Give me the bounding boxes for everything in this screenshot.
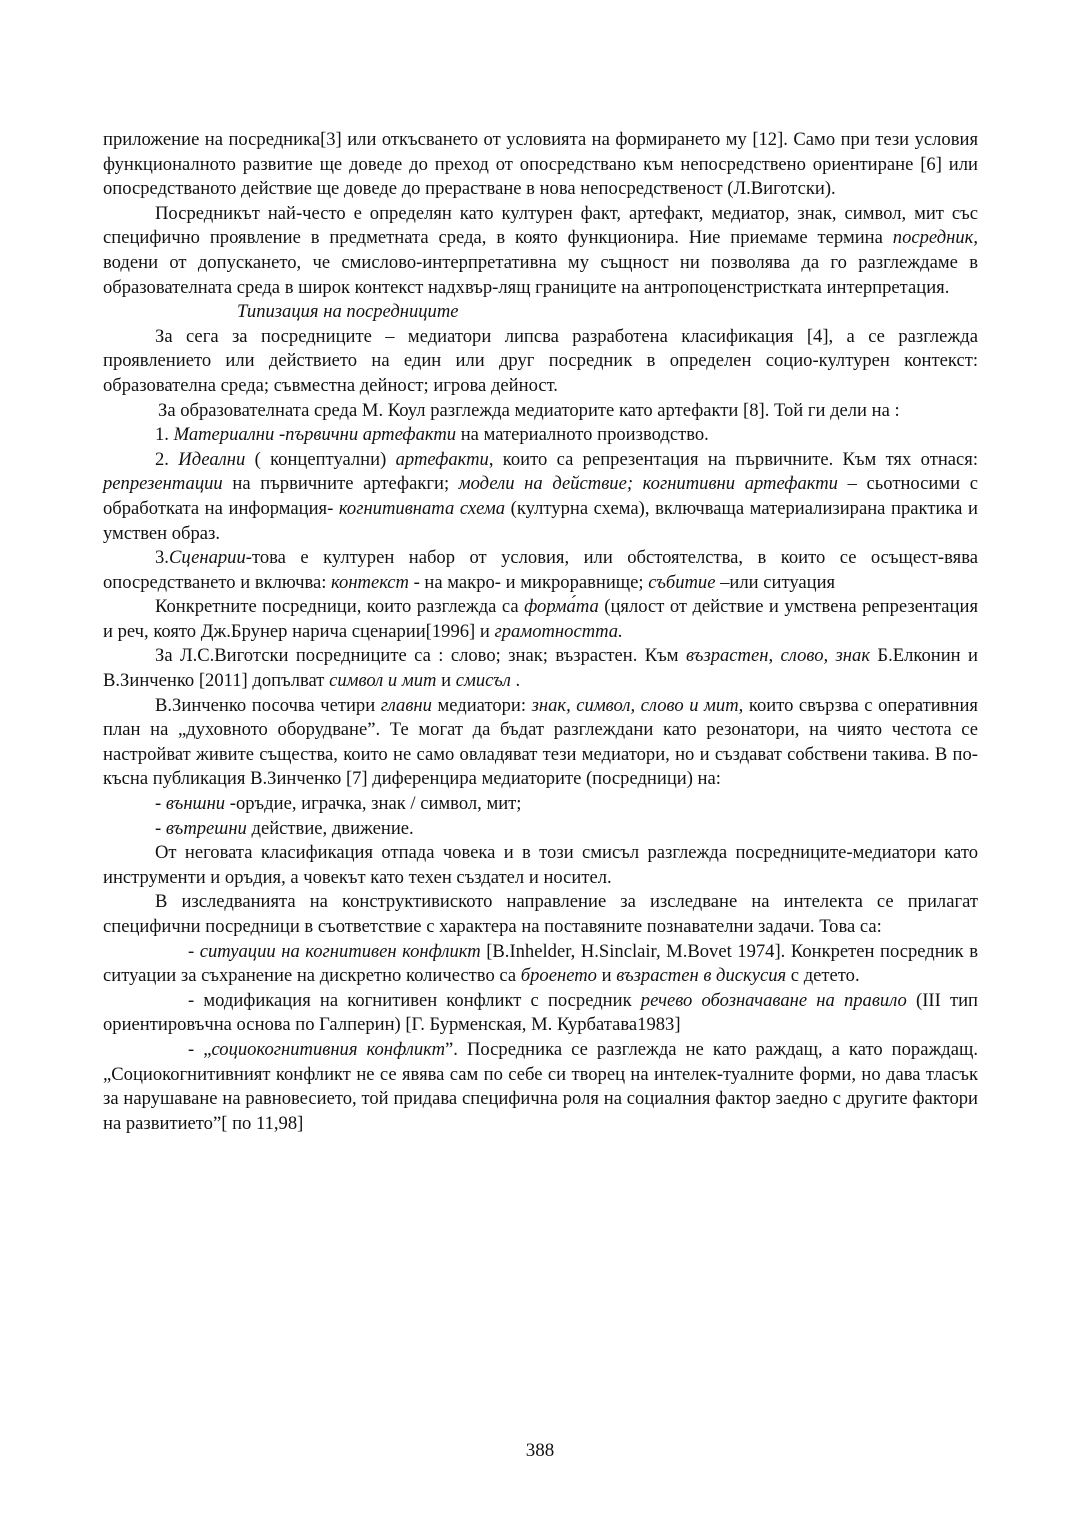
paragraph-5: Конкретните посредници, които разглежда са форма́та (цялост от действие и умствена репрезентация и реч, която Дж.Брунер нарича сценарии[1996] и грамотността. [103,596,978,642]
paragraph-3: За сега за посредниците – медиатори липсва разработена класификация [4], а се разглежда проявлението или действието на един или друг посредник в определен социо-културен контекст: образователна среда; съвместна дейност; игрова дейност. [103,325,978,396]
list-item-3: 3.Сценарии-това е културен набор от условия, или обстоятелства, в които се осъщест-вява опосредстването и включва: контекст - на макро- и микроравнище; събитие –или ситуация [103,547,978,593]
paragraph-2: Посредникът най-често е определян като културен факт, артефакт, медиатор, знак, символ, мит със специфично проявление в предметната среда, в която функционира. Ние приемаме термина посредник, водени от допускането, че смислово-интерпретативна му същност ни позволява да го разглеждаме в образователната среда в широк контекст надхвър-лящ границите на антропоценстристката интерпретация. [103,202,978,298]
paragraph-9: В изследванията на конструктивиското направление за изследване на интелекта се прилагат специфични посредници в съответствие с характера на поставяните познавателни задачи. Това са: [103,891,978,937]
dash-item-internal: - вътрешни действие, движение. [155,817,414,839]
paragraph-6: За Л.С.Виготски посредниците са : слово; знак; възрастен. Към възрастен, слово, знак Б.Елконин и В.Зинченко [2011] допълват символ и мит и смисъл . [103,645,978,692]
paragraph-8: От неговата класификация отпада човека и в този смисъл разглежда посредниците-медиатори като инструменти и оръдия, а човекът като техен създател и носител. [103,842,978,888]
paragraph-7: В.Зинченко посочва четири главни медиатори: знак, символ, слово и мит, които свързва с оперативния план на „духовното оборудване”. Те могат да бъдат разглеждани като резонатори, на чиято честота се настройват живите същества, които не само овладяват тези медиатори, но и създават собствени такива. В по- късна публикация В.Зинченко [7] диференцира медиаторите (посредници) на: [103,694,978,790]
document-page [103,128,978,1136]
paragraph-11: - модификация на когнитивен конфликт с посредник речево обозначаване на правило (III тип ориентировъчна основа по Галперин) [Г. Бурменская, М. Курбатава1983] [103,989,978,1036]
list-item-1: 1. Материални -първични артефакти на материалното производство. [155,424,709,446]
paragraph-4: За образователната среда М. Коул разглежда медиаторите като артефакти [8]. Той ги дели на : [158,399,900,421]
paragraph-10: - ситуации на когнитивен конфликт [B.Inhelder, H.Sinclair, M.Bovet 1974]. Конкретен посредник в ситуации за съхранение на дискретно количество са броенето и възрастен в дискусия с детето. [103,940,978,987]
paragraph-1: приложение на посредника[3] или откъсването от условията на формирането му [12]. Само при тези условия функционалното развитие ще доведе до преход от опосредствано към непосредствено ориентиране [6] или опосредстваното действие ще доведе до прерастване в нова непосредственост (Л.Виготски). [103,129,978,200]
section-heading: Типизация на посредниците [237,301,459,323]
dash-item-external: - външни -оръдие, играчка, знак / символ, мит; [155,793,522,815]
paragraph-12: - „социокогнитивния конфликт”. Посредника се разглежда не като раждащ, а като пораждащ. „Социокогнитивният конфликт не се явява сам по себе си творец на интелек-туалните форми, но дава тласък за нарушаване на равновесието, той придава специфична роля на социалния фактор заедно с другите фактори на развитието”[ по 11,98] [103,1038,978,1134]
page-number: 388 [525,1440,555,1461]
list-item-2: 2. Идеални ( концептуални) артефакти, които са репрезентация на първичните. Към тях отнася: репрезентации на първичните артефакги; модели на действие; когнитивни артефакти – сьотносими с обработката на информация- когнитивната схема (културна схема), включваща материализирана практика и умствен образ. [103,448,979,544]
